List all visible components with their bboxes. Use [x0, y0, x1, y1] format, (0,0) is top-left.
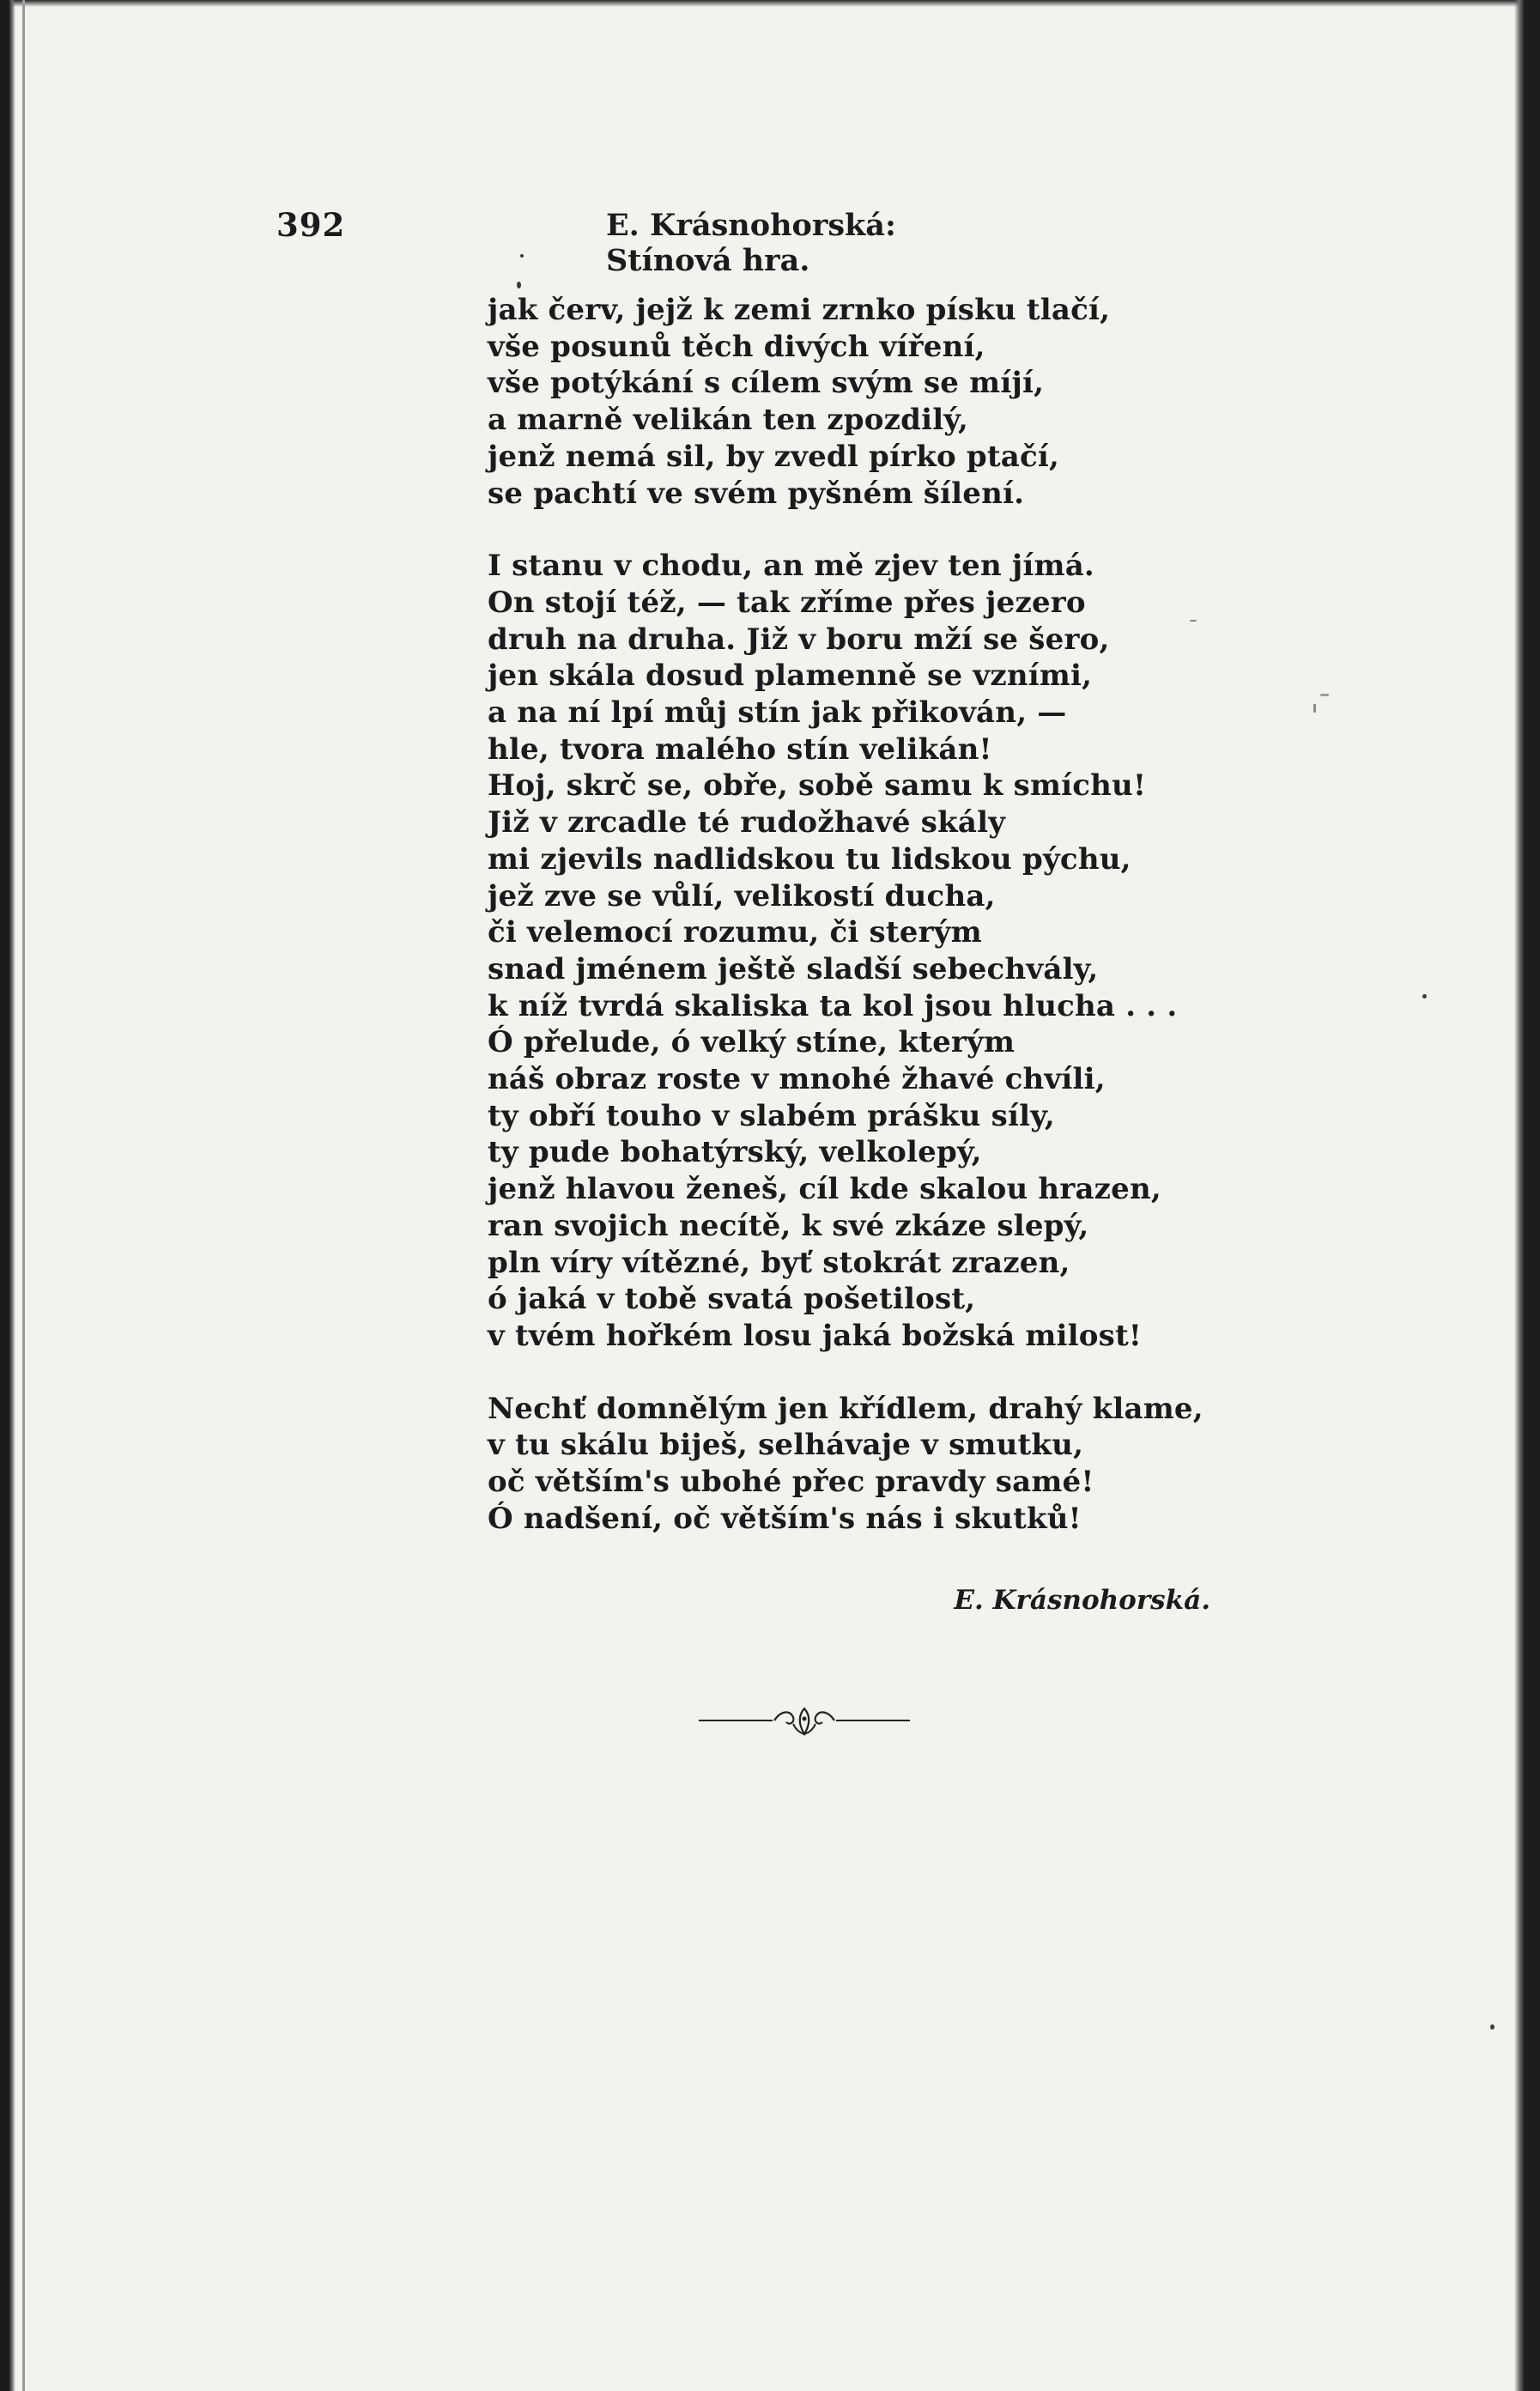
poem-line: či velemocí rozumu, či sterým — [488, 915, 982, 950]
poem-line: Ó přelude, ó velký stíne, kterým — [488, 1025, 1016, 1060]
poem-line: ty pude bohatýrský, velkolepý, — [488, 1135, 982, 1170]
poem-line: mi zjevils nadlidskou tu lidskou pýchu, — [488, 841, 1131, 877]
poem-stanza — [488, 292, 1243, 512]
poem-stanza — [488, 548, 1243, 1354]
poem-line: jež zve se vůlí, velikostí ducha, — [488, 878, 996, 913]
poem-line: druh na druha. Již v boru mží se šero, — [488, 622, 1110, 657]
poem-line: Hoj, skrč se, obře, sobě samu k smíchu! — [488, 768, 1147, 804]
page-number: 392 — [276, 206, 346, 244]
scan-speck — [1313, 704, 1316, 713]
poem-line: Již v zrcadle té rudožhavé skály — [488, 805, 1006, 840]
scan-left-rule — [22, 0, 25, 2391]
scan-top-edge — [0, 0, 1540, 7]
scan-speck — [517, 282, 521, 288]
scan-right-edge — [1514, 0, 1540, 2391]
poem-line: I stanu v chodu, an mě zjev ten jímá. — [488, 549, 1094, 584]
poem-line: snad jménem ještě sladší sebechvály, — [488, 951, 1099, 986]
poem-line: hle, tvora malého stín velikán! — [488, 731, 992, 767]
poem-line: Nechť domnělým jen křídlem, drahý klame, — [488, 1391, 1204, 1426]
poem-body — [488, 292, 1243, 1538]
poem-line: se pachtí ve svém pyšném šílení. — [488, 476, 1025, 511]
poem-line: Ó nadšení, oč větším's nás i skutků! — [488, 1501, 1082, 1536]
poem-line: oč větším's ubohé přec pravdy samé! — [488, 1465, 1094, 1500]
poem-line: jen skála dosud plamenně se vzními, — [488, 658, 1093, 694]
poem-line: náš obraz roste v mnohé žhavé chvíli, — [488, 1062, 1106, 1097]
scan-speck — [520, 254, 524, 258]
scan-speck — [1190, 620, 1197, 622]
poem-line: a na ní lpí můj stín jak přikován, — — [488, 695, 1067, 731]
fleuron-ornament-icon — [697, 1698, 912, 1741]
poem-line: jenž nemá sil, by zvedl pírko ptačí, — [488, 439, 1060, 474]
scan-left-edge — [0, 0, 15, 2391]
poem-line: On stojí též, — tak zříme přes jezero — [488, 585, 1086, 620]
poem-line: v tvém hořkém losu jaká božská milost! — [488, 1318, 1143, 1353]
running-head: E. Krásnohorská: Stínová hra. — [606, 208, 896, 278]
poem-line: ó jaká v tobě svatá pošetilost, — [488, 1282, 976, 1317]
scan-speck — [1422, 994, 1427, 998]
poem-stanza — [488, 1391, 1243, 1538]
poem-line: ran svojich necítě, k své zkáze slepý, — [488, 1208, 1089, 1243]
author-signature: E. Krásnohorská. — [954, 1585, 1210, 1616]
scan-speck — [1320, 694, 1329, 696]
poem-line: v tu skálu biješ, selhávaje v smutku, — [488, 1428, 1084, 1463]
poem-line: jenž hlavou ženeš, cíl kde skalou hrazen, — [488, 1172, 1161, 1207]
poem-line: ty obří touho v slabém prášku síly, — [488, 1098, 1055, 1133]
scan-speck — [1490, 2024, 1495, 2030]
poem-line: vše posunů těch divých víření, — [488, 329, 985, 364]
page-header — [276, 206, 1032, 278]
poem-line: jak červ, jejž k zemi zrnko písku tlačí, — [488, 293, 1111, 327]
poem-line: k níž tvrdá skaliska ta kol jsou hlucha . . . — [488, 988, 1178, 1023]
poem-line: vše potýkání s cílem svým se míjí, — [488, 366, 1045, 401]
poem-line: pln víry vítězné, byť stokrát zrazen, — [488, 1245, 1070, 1280]
poem-line: a marně velikán ten zpozdilý, — [488, 403, 969, 438]
